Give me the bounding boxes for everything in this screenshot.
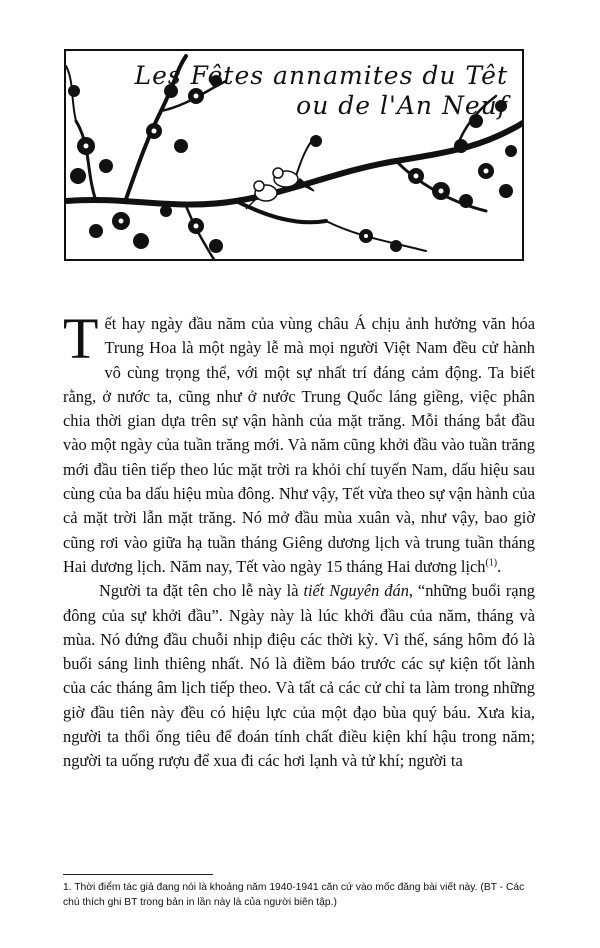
- chapter-title-line-2: ou de l'An Neuf: [296, 91, 508, 120]
- footnote-reference[interactable]: (1): [485, 557, 498, 569]
- paragraph-2-rest: , “những buổi rạng đông của sự khởi đầu”. Ngày này là lúc khởi đầu của năm, tháng và mùa. Nó đứng đầu chuỗi nhịp điệu các thời kỳ. Vì thế, sáng hôm đó là buổi sáng linh thiêng nhất. Nó là điềm báo trước các sự kiện tốt lành của các tháng âm lịch tiếp theo. Và tất cả các cử chỉ ta làm trong những giờ đầu tiên này đều có hiệu lực của một đạo bùa quý báu. Xưa kia, người ta thổi ống tiêu để đoán tính chất điều kiện khí hậu trong năm; người ta uống rượu để xua đi các hơi lạnh và tử khí; người ta: [63, 581, 535, 771]
- footnote-text: 1. Thời điểm tác giả đang nói là khoảng năm 1940-1941 căn cứ vào mốc đăng bài viết này. (BT - Các chú thích ghi BT trong bản in lần này là của người biên tập.): [63, 882, 525, 908]
- drop-cap: T: [63, 306, 99, 371]
- footnote-divider: [63, 874, 213, 875]
- term-nguyen-dan: tiết Nguyên đán: [303, 581, 409, 601]
- chapter-title-line-1: Les Fêtes annamites du Têt: [134, 61, 508, 90]
- paragraph-1-text: ết hay ngày đầu năm của vùng châu Á chịu ảnh hưởng văn hóa Trung Hoa là một ngày lễ mà mọi người Việt Nam đều cử hành vô cùng trọng thể, với một sự nhất trí đáng cảm động. Ta biết rằng, ở nước ta, cũng như ở nước Trung Quốc láng giềng, việc phân chia thời gian dựa trên sự vận hành của mặt trăng. Mỗi tháng bắt đầu vào một ngày của tuần trăng mới. Và năm cũng khởi đầu vào tuần trăng mới đầu tiên tiếp theo lúc mặt trời ra khỏi chí tuyến Nam, dấu hiệu sau cùng của ba dấu hiệu mùa đông. Như vậy, Tết vừa theo sự vận hành của cả mặt trời lẫn mặt trăng. Nó mở đầu mùa xuân và, như vậy, bao giờ cũng rơi vào giữa hạ tuần tháng Giêng dương lịch và trung tuần tháng Hai dương lịch. Năm nay, Tết vào ngày 15 tháng Hai dương lịch: [63, 314, 535, 576]
- body-text: [63, 306, 535, 774]
- footnote: [63, 880, 533, 910]
- paragraph-2-start: Người ta đặt tên cho lễ này là: [99, 581, 304, 601]
- paragraph-1: [63, 306, 535, 579]
- chapter-title: [134, 61, 508, 121]
- paragraph-2: [63, 579, 535, 773]
- chapter-header: [64, 49, 524, 261]
- paragraph-1-end: .: [497, 556, 502, 576]
